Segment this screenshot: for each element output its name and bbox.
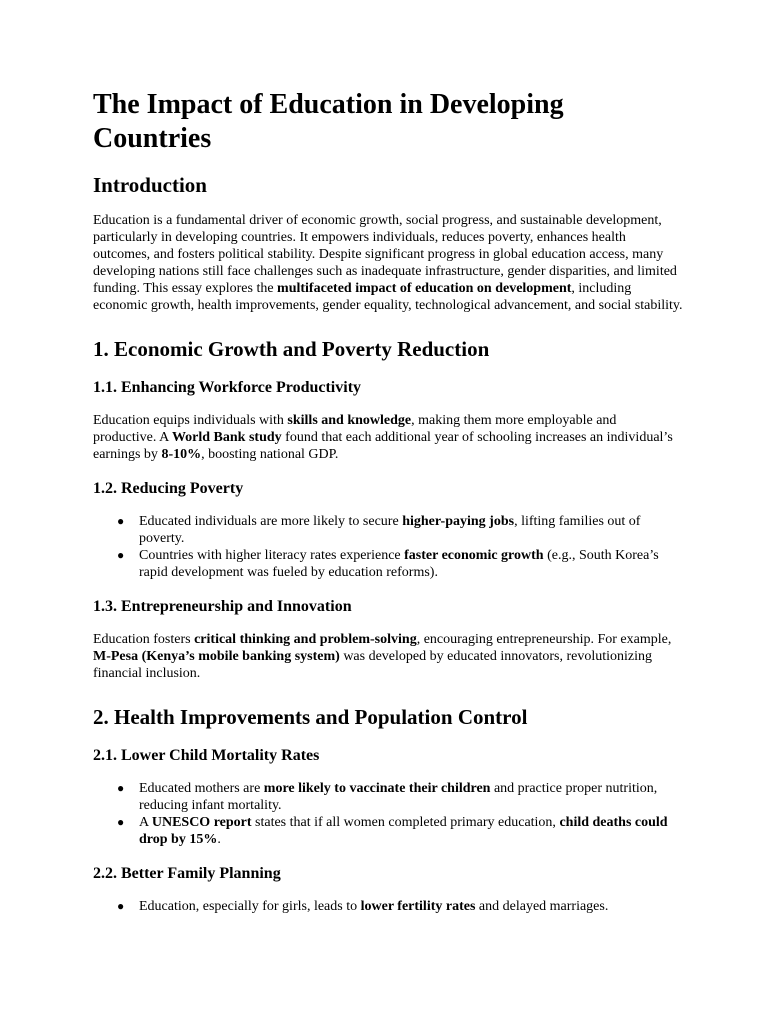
section1-heading: 1. Economic Growth and Poverty Reduction — [93, 337, 490, 361]
bullet-icon: ● — [117, 899, 125, 913]
section1-1-heading: 1.1. Enhancing Workforce Productivity — [93, 379, 362, 396]
section1-2-list — [93, 513, 683, 581]
list-item: ● Countries with higher literacy rates experience faster economic growth (e.g., South Korea’s rapid development was fueled by education reforms). — [117, 548, 659, 580]
list-item: ● Education, especially for girls, leads to lower fertility rates and delayed marriages. — [117, 899, 609, 914]
section1-3-paragraph: Education fosters critical thinking and problem-solving, encouraging entrepreneurship. For example, M-Pesa (Kenya’s mobile banking system) was developed by educated innovators, revolutionizing financial inclusion. — [93, 632, 672, 681]
intro-paragraph: Education is a fundamental driver of economic growth, social progress, and sustainable development, particularly in developing countries. It empowers individuals, reduces poverty, enhances health outcomes, and fosters political stability. Despite significant progress in global education access, many developing nations still face challenges such as inadequate infrastructure, gender disparities, and limited funding. This essay explores the multifaceted impact of education on development, including economic growth, health improvements, gender equality, technological advancement, and social stability. — [93, 213, 683, 313]
document-title: The Impact of Education in Developing Countries — [93, 89, 564, 154]
section2-2-list — [93, 898, 683, 915]
section2-2-heading: 2.2. Better Family Planning — [93, 865, 281, 882]
document-page — [93, 88, 683, 915]
list-item: ● Educated individuals are more likely to secure higher-paying jobs, lifting families out of poverty. — [117, 514, 641, 546]
list-item: ● A UNESCO report states that if all women completed primary education, child deaths could drop by 15%. — [117, 815, 668, 847]
bullet-icon: ● — [117, 815, 125, 829]
intro-heading: Introduction — [93, 173, 207, 197]
section2-1-heading: 2.1. Lower Child Mortality Rates — [93, 747, 320, 764]
section2-1-list — [93, 780, 683, 848]
section1-3-heading: 1.3. Entrepreneurship and Innovation — [93, 598, 352, 615]
section2-heading: 2. Health Improvements and Population Control — [93, 705, 528, 729]
bullet-icon: ● — [117, 548, 125, 562]
section1-1-paragraph: Education equips individuals with skills and knowledge, making them more employable and productive. A World Bank study found that each additional year of schooling increases an individual’s earnings by 8-10%, boosting national GDP. — [93, 413, 673, 462]
section1-2-heading: 1.2. Reducing Poverty — [93, 480, 244, 497]
bullet-icon: ● — [117, 514, 125, 528]
list-item: ● Educated mothers are more likely to vaccinate their children and practice proper nutrition, reducing infant mortality. — [117, 781, 658, 813]
bullet-icon: ● — [117, 781, 125, 795]
